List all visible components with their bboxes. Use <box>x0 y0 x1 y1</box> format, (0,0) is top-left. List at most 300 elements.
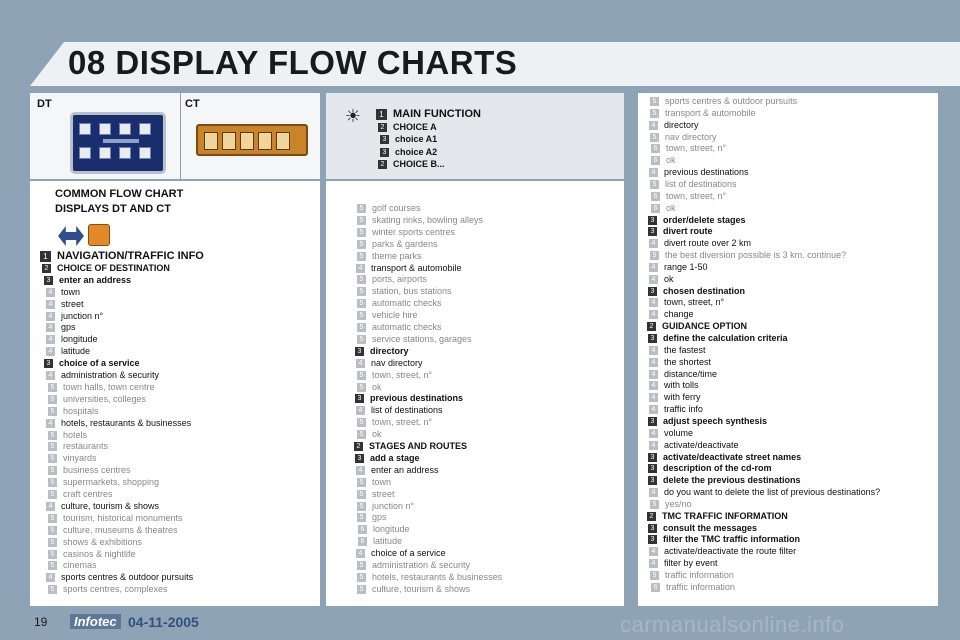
list-item-text: town halls, town centre <box>63 381 155 392</box>
list-item-text: longitude <box>61 334 98 345</box>
list-item-text: choice of a service <box>371 548 446 559</box>
level-badge: 5 <box>357 585 366 594</box>
level-badge: 5 <box>357 228 366 237</box>
list-item <box>651 191 726 202</box>
list-item <box>649 120 699 131</box>
level-badge: 3 <box>648 464 657 473</box>
list-item-text: define the calculation criteria <box>663 333 788 343</box>
list-item-text: TMC TRAFFIC INFORMATION <box>662 510 788 521</box>
list-item <box>48 489 113 500</box>
footer-date: 04-11-2005 <box>128 614 199 630</box>
list-item-text: transport & automobile <box>371 262 462 273</box>
list-item-text: gps <box>372 512 387 523</box>
list-item <box>648 523 757 534</box>
list-item <box>48 477 159 488</box>
list-item <box>380 134 437 145</box>
list-item-text: street <box>61 298 84 309</box>
list-item-text: sports centres & outdoor pursuits <box>61 572 194 583</box>
level-badge: 5 <box>357 561 366 570</box>
level-badge: 5 <box>357 371 366 380</box>
list-item-text: range 1-50 <box>664 261 708 272</box>
list-item <box>355 393 463 404</box>
level-badge: 5 <box>650 500 659 509</box>
list-item-text: craft centres <box>63 489 113 499</box>
list-item <box>357 298 442 309</box>
list-item-text: town, street, n° <box>666 143 727 154</box>
list-item-text: golf courses <box>372 203 421 213</box>
list-item <box>651 582 735 593</box>
light-icon: ☀ <box>344 106 362 126</box>
common-flow-title-2: DISPLAYS DT AND CT <box>55 203 171 215</box>
level-badge: 5 <box>357 383 366 392</box>
level-badge: 5 <box>357 275 366 284</box>
list-item-text: the best diversion possible is 3 km. continue? <box>665 250 847 261</box>
list-item <box>650 179 737 190</box>
list-item-text: volume <box>664 427 694 438</box>
level-badge: 5 <box>650 133 659 142</box>
list-item <box>48 430 87 441</box>
list-item-text: hotels, restaurants & businesses <box>372 571 503 582</box>
screen-icon <box>139 123 151 135</box>
list-item-text: change <box>664 309 694 320</box>
level-badge: 4 <box>46 323 55 332</box>
list-item-text: town, street, n° <box>666 190 727 201</box>
level-badge: 4 <box>46 347 55 356</box>
level-badge: 5 <box>357 299 366 308</box>
list-item <box>357 429 382 440</box>
list-item-text: tourism, historical monuments <box>63 512 183 523</box>
infotec-logo: Infotec <box>70 614 121 629</box>
level-badge: 5 <box>357 335 366 344</box>
level-badge: 4 <box>649 370 658 379</box>
screen-icon <box>240 132 254 150</box>
level-badge: 3 <box>648 524 657 533</box>
list-item-text: ports, airports <box>372 274 428 285</box>
list-item <box>648 463 772 474</box>
level-badge: 4 <box>649 559 658 568</box>
level-badge: 3 <box>44 359 53 368</box>
list-item-text: nav directory <box>371 357 423 368</box>
level-badge: 2 <box>354 442 363 451</box>
list-item-text: MAIN FUNCTION <box>393 108 481 120</box>
level-badge: 4 <box>649 263 658 272</box>
level-badge: 4 <box>649 547 658 556</box>
list-item-text: town, street, n° <box>664 297 725 308</box>
level-badge: 4 <box>46 419 55 428</box>
list-item <box>356 465 439 476</box>
list-item <box>649 440 739 451</box>
level-badge: 5 <box>650 109 659 118</box>
list-item <box>355 346 409 357</box>
level-badge: 4 <box>356 264 365 273</box>
list-item-text: vehicle hire <box>372 310 418 321</box>
list-item <box>357 489 395 500</box>
list-item <box>46 370 159 381</box>
list-item <box>357 322 442 333</box>
list-item-text: junction n° <box>372 500 415 511</box>
list-item <box>46 346 90 357</box>
level-badge: 3 <box>648 334 657 343</box>
list-item <box>378 159 445 170</box>
list-item <box>648 452 801 463</box>
list-item-text: universities, colleges <box>63 393 147 404</box>
list-item-text: enter an address <box>59 274 132 285</box>
list-item <box>356 263 462 274</box>
level-badge: 5 <box>357 311 366 320</box>
screen-icon <box>139 147 151 159</box>
level-badge: 4 <box>649 346 658 355</box>
level-badge: 4 <box>649 298 658 307</box>
list-item <box>380 147 437 158</box>
list-item-text: CHOICE B... <box>393 159 445 169</box>
list-item <box>648 475 801 486</box>
level-badge: 3 <box>380 148 389 157</box>
list-item-text: cinemas <box>63 560 97 571</box>
list-item-text: administration & security <box>61 370 160 380</box>
list-item <box>356 405 443 416</box>
list-item <box>651 203 676 214</box>
list-item <box>42 263 170 274</box>
list-item <box>357 572 502 583</box>
list-item <box>358 524 410 535</box>
list-item-text: chosen destination <box>663 285 746 296</box>
list-item <box>378 122 437 133</box>
list-item-text: choice of a service <box>59 358 140 369</box>
level-badge: 3 <box>44 276 53 285</box>
list-item-text: culture, tourism & shows <box>61 500 160 511</box>
list-item <box>48 465 131 476</box>
list-item-text: activate/deactivate <box>664 439 739 450</box>
level-badge: 4 <box>649 393 658 402</box>
level-badge: 3 <box>648 535 657 544</box>
list-item <box>650 108 756 119</box>
level-badge: 5 <box>357 287 366 296</box>
list-item <box>647 511 788 522</box>
watermark: carmanualsonline.info <box>620 612 845 637</box>
list-item-text: town <box>372 476 392 487</box>
list-item <box>648 333 788 344</box>
level-badge: 1 <box>376 109 387 120</box>
list-item <box>357 560 470 571</box>
level-badge: 6 <box>651 156 660 165</box>
list-item <box>355 453 420 464</box>
list-item <box>356 358 423 369</box>
level-badge: 4 <box>649 121 658 130</box>
list-item <box>46 572 193 583</box>
level-badge: 6 <box>651 144 660 153</box>
list-item <box>357 370 432 381</box>
level-badge: 5 <box>650 571 659 580</box>
list-item <box>357 215 483 226</box>
level-badge: 3 <box>648 216 657 225</box>
level-badge: 5 <box>48 454 57 463</box>
list-item-text: ok <box>664 273 674 284</box>
list-item <box>649 380 699 391</box>
list-item-text: junction n° <box>61 310 104 321</box>
list-item-text: town, street, n° <box>372 417 433 428</box>
list-item-text: business centres <box>63 465 131 476</box>
list-item <box>358 536 402 547</box>
level-badge: 4 <box>649 441 658 450</box>
screen-icon <box>119 147 131 159</box>
level-badge: 5 <box>357 502 366 511</box>
level-badge: 4 <box>649 429 658 438</box>
list-item <box>357 274 427 285</box>
list-item-text: casinos & nightlife <box>63 548 136 559</box>
list-item <box>40 251 204 262</box>
list-item-text: description of the cd-rom <box>663 463 772 474</box>
level-badge: 5 <box>357 252 366 261</box>
list-item <box>357 501 414 512</box>
list-item-text: hospitals <box>63 405 99 416</box>
list-item <box>357 286 452 297</box>
list-item-text: directory <box>370 345 409 356</box>
level-badge: 2 <box>378 123 387 132</box>
list-item-text: automatic checks <box>372 322 442 332</box>
list-item-text: administration & security <box>372 560 471 570</box>
list-item-text: delete the previous destinations <box>663 475 801 486</box>
list-item-text: adjust speech synthesis <box>663 415 768 426</box>
list-item <box>647 321 747 332</box>
screen-icon <box>79 147 91 159</box>
level-badge: 4 <box>46 371 55 380</box>
list-item <box>357 417 432 428</box>
list-item-text: divert route over 2 km <box>664 238 752 249</box>
list-item-text: activate/deactivate street names <box>663 451 802 462</box>
list-item <box>648 534 800 545</box>
list-item <box>357 512 387 523</box>
level-badge: 5 <box>48 538 57 547</box>
list-item-text: shows & exhibitions <box>63 536 143 547</box>
list-item <box>48 525 178 536</box>
list-item-text: previous destinations <box>664 167 749 178</box>
level-badge: 5 <box>48 442 57 451</box>
list-item-text: yes/no <box>665 498 692 509</box>
list-item <box>46 418 191 429</box>
screen-icon <box>119 123 131 135</box>
list-item <box>46 311 103 322</box>
list-item <box>648 286 745 297</box>
level-badge: 4 <box>649 358 658 367</box>
level-badge: 4 <box>356 359 365 368</box>
list-item <box>44 275 131 286</box>
list-item-text: distance/time <box>664 368 718 379</box>
screen-icon <box>99 123 111 135</box>
list-item-text: previous destinations <box>370 393 464 404</box>
list-item-text: winter sports centres <box>372 226 456 237</box>
level-badge: 1 <box>40 251 51 262</box>
list-item-text: latitude <box>61 346 91 357</box>
list-item-text: vinyards <box>63 453 97 464</box>
list-item <box>649 274 674 285</box>
level-badge: 4 <box>356 549 365 558</box>
level-badge: 5 <box>48 561 57 570</box>
list-item <box>48 584 168 595</box>
level-badge: 2 <box>647 512 656 521</box>
level-badge: 3 <box>355 394 364 403</box>
level-badge: 4 <box>356 406 365 415</box>
page-number: 19 <box>34 615 48 629</box>
level-badge: 6 <box>651 204 660 213</box>
level-badge: 5 <box>48 526 57 535</box>
level-badge: 2 <box>378 160 387 169</box>
list-item-text: theme parks <box>372 250 422 261</box>
screen-icon <box>99 147 111 159</box>
list-item <box>46 322 76 333</box>
list-item-text: supermarkets, shopping <box>63 477 160 488</box>
level-badge: 5 <box>48 395 57 404</box>
list-item <box>650 132 717 143</box>
list-item-text: divert route <box>663 226 713 237</box>
level-badge: 4 <box>649 239 658 248</box>
list-item <box>46 287 80 298</box>
list-item-text: sports centres, complexes <box>63 584 168 595</box>
list-item-text: ok <box>372 381 382 392</box>
level-badge: 4 <box>46 312 55 321</box>
level-badge: 2 <box>42 264 51 273</box>
level-badge: 6 <box>358 525 367 534</box>
screen-icon <box>258 132 272 150</box>
list-item-text: gps <box>61 322 76 333</box>
list-item <box>48 560 97 571</box>
list-item-text: traffic info <box>664 404 703 415</box>
list-item <box>357 239 438 250</box>
list-item <box>649 558 718 569</box>
list-item <box>649 345 706 356</box>
common-flow-title-1: COMMON FLOW CHART <box>55 188 184 200</box>
list-item <box>357 251 422 262</box>
list-item <box>649 167 749 178</box>
level-badge: 5 <box>357 216 366 225</box>
list-item-text: ok <box>666 155 676 166</box>
level-badge: 5 <box>650 251 659 260</box>
list-item-text: culture, tourism & shows <box>372 583 471 594</box>
dt-screen-image <box>70 112 166 174</box>
list-item <box>650 499 692 510</box>
list-item-text: traffic information <box>665 570 734 580</box>
level-badge: 4 <box>649 381 658 390</box>
list-item-text: activate/deactivate the route filter <box>664 546 797 557</box>
list-item <box>651 155 676 166</box>
list-item <box>48 382 155 393</box>
level-badge: 5 <box>357 204 366 213</box>
list-item-text: restaurants <box>63 441 109 452</box>
list-item-text: the shortest <box>664 356 712 367</box>
list-item-text: STAGES AND ROUTES <box>369 441 468 451</box>
screen-icon <box>79 123 91 135</box>
list-item-text: traffic information <box>666 581 735 592</box>
main-function-panel <box>326 93 624 179</box>
level-badge: 5 <box>357 323 366 332</box>
traffic-info-icon <box>88 224 110 246</box>
level-badge: 4 <box>649 310 658 319</box>
level-badge: 3 <box>648 227 657 236</box>
list-item <box>649 392 701 403</box>
list-item-text: NAVIGATION/TRAFFIC INFO <box>57 250 204 262</box>
list-item-text: ok <box>372 429 382 440</box>
level-badge: 4 <box>46 288 55 297</box>
list-item <box>648 226 713 237</box>
list-item <box>48 537 142 548</box>
list-item <box>48 441 108 452</box>
list-item-text: nav directory <box>665 131 717 142</box>
list-item-text: GUIDANCE OPTION <box>662 321 748 332</box>
ct-label: CT <box>185 98 200 110</box>
level-badge: 3 <box>648 476 657 485</box>
level-badge: 5 <box>48 383 57 392</box>
list-item-text: service stations, garages <box>372 333 472 344</box>
list-item-text: list of destinations <box>371 405 443 416</box>
screen-icon <box>222 132 236 150</box>
level-badge: 6 <box>358 537 367 546</box>
screen-bar <box>103 139 139 143</box>
list-item-text: CHOICE OF DESTINATION <box>57 262 170 273</box>
level-badge: 5 <box>48 478 57 487</box>
level-badge: 6 <box>651 583 660 592</box>
list-item-text: culture, museums & theatres <box>63 524 178 535</box>
list-item <box>357 227 455 238</box>
list-item-text: transport & automobile <box>665 107 756 118</box>
list-item-text: filter by event <box>664 558 718 569</box>
level-badge: 5 <box>357 573 366 582</box>
list-item-text: ok <box>666 202 676 213</box>
level-badge: 4 <box>46 335 55 344</box>
list-item-text: do you want to delete the list of previous destinations? <box>664 487 881 498</box>
list-item-text: the fastest <box>664 344 706 355</box>
list-item <box>357 477 391 488</box>
list-item-text: choice A2 <box>395 146 438 157</box>
list-item <box>354 441 467 452</box>
level-badge: 4 <box>46 300 55 309</box>
list-item-text: parks & gardens <box>372 238 438 249</box>
list-item-text: with ferry <box>664 392 701 403</box>
list-item <box>357 584 470 595</box>
level-badge: 4 <box>649 405 658 414</box>
list-item <box>357 203 421 214</box>
list-item-text: choice A1 <box>395 134 438 144</box>
level-badge: 5 <box>650 97 659 106</box>
list-item <box>376 109 481 120</box>
list-item <box>48 453 97 464</box>
level-badge: 4 <box>46 502 55 511</box>
page-title: 08 DISPLAY FLOW CHARTS <box>68 44 518 81</box>
list-item <box>649 487 880 498</box>
list-item <box>48 549 136 560</box>
level-badge: 5 <box>48 585 57 594</box>
level-badge: 5 <box>650 180 659 189</box>
level-badge: 5 <box>48 466 57 475</box>
list-item <box>650 96 797 107</box>
list-item <box>357 382 382 393</box>
level-badge: 5 <box>357 240 366 249</box>
list-item-text: longitude <box>373 524 410 535</box>
list-item-text: hotels, restaurants & businesses <box>61 417 192 428</box>
list-item <box>649 428 693 439</box>
list-item-text: sports centres & outdoor pursuits <box>665 96 798 106</box>
level-badge: 3 <box>380 135 389 144</box>
list-item-text: list of destinations <box>665 178 737 189</box>
list-item-text: latitude <box>373 536 403 547</box>
level-badge: 2 <box>647 322 656 331</box>
list-item-text: street <box>372 488 395 499</box>
list-item-text: skating rinks, bowling alleys <box>372 214 484 225</box>
level-badge: 3 <box>648 417 657 426</box>
list-item <box>46 334 98 345</box>
list-item-text: enter an address <box>371 464 439 475</box>
ct-screen-image <box>196 124 308 156</box>
list-item <box>48 406 99 417</box>
list-item <box>649 297 724 308</box>
